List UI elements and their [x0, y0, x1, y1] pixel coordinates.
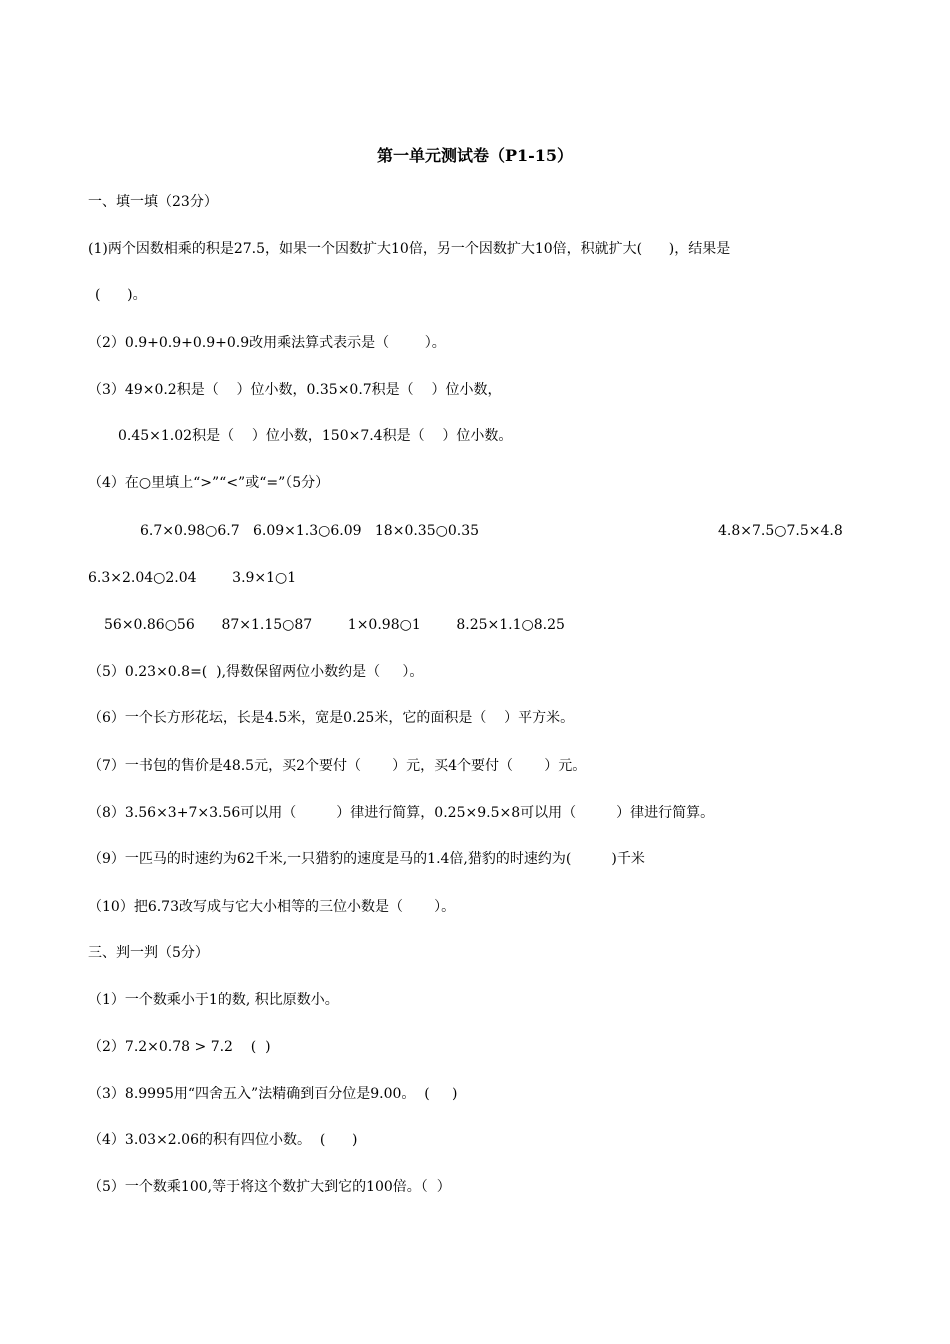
question-5: （5）0.23×0.8=( ),得数保留两位小数约是（ ）。 [88, 664, 424, 680]
judge-1: （1）一个数乘小于1的数, 积比原数小。 [88, 992, 339, 1008]
question-2: （2）0.9+0.9+0.9+0.9改用乘法算式表示是（ ）。 [88, 335, 446, 351]
question-3-line-1: （3）49×0.2积是（ ）位小数，0.35×0.7积是（ ）位小数， [88, 382, 502, 398]
question-3-line-2: 0.45×1.02积是（ ）位小数，150×7.4积是（ ）位小数。 [118, 428, 513, 444]
page-title: 第一单元测试卷（P1-15） [376, 146, 574, 165]
question-4-row-2: 6.3×2.04○2.04 3.9×1○1 [88, 570, 297, 586]
judge-4: （4）3.03×2.06的积有四位小数。 ( ) [88, 1132, 358, 1148]
question-4-row-1-left: 6.7×0.98○6.7 6.09×1.3○6.09 18×0.35○0.35 [140, 523, 480, 539]
section-3-heading: 三、判一判（5分） [88, 945, 209, 961]
question-9: （9）一匹马的时速约为62千米,一只猎豹的速度是马的1.4倍,猎豹的时速约为( )千米 [88, 851, 645, 867]
question-8: （8）3.56×3+7×3.56可以用（ ）律进行简算，0.25×9.5×8可以用（ ）律进行简算。 [88, 805, 715, 821]
judge-2: （2）7.2×0.78 > 7.2 ( ) [88, 1039, 271, 1055]
question-4-heading: （4）在○里填上“>”“<”或“=”（5分） [88, 475, 330, 491]
question-1-line-1: (1)两个因数相乘的积是27.5，如果一个因数扩大10倍，另一个因数扩大10倍，积就扩大( )，结果是 [88, 241, 731, 257]
question-4-row-1-right: 4.8×7.5○7.5×4.8 [718, 523, 843, 539]
question-1-line-2: ( )。 [95, 287, 147, 303]
question-10: （10）把6.73改写成与它大小相等的三位小数是（ ）。 [88, 899, 456, 915]
question-7: （7）一书包的售价是48.5元，买2个要付（ ）元，买4个要付（ ）元。 [88, 758, 587, 774]
judge-3: （3）8.9995用“四舍五入”法精确到百分位是9.00。 ( ) [88, 1086, 458, 1102]
judge-5: （5）一个数乘100,等于将这个数扩大到它的100倍。（ ） [88, 1179, 451, 1195]
question-4-row-3: 56×0.86○56 87×1.15○87 1×0.98○1 8.25×1.1○8.25 [104, 617, 565, 633]
question-6: （6）一个长方形花坛，长是4.5米，宽是0.25米，它的面积是（ ）平方米。 [88, 710, 575, 726]
section-1-heading: 一、填一填（23分） [88, 194, 218, 210]
